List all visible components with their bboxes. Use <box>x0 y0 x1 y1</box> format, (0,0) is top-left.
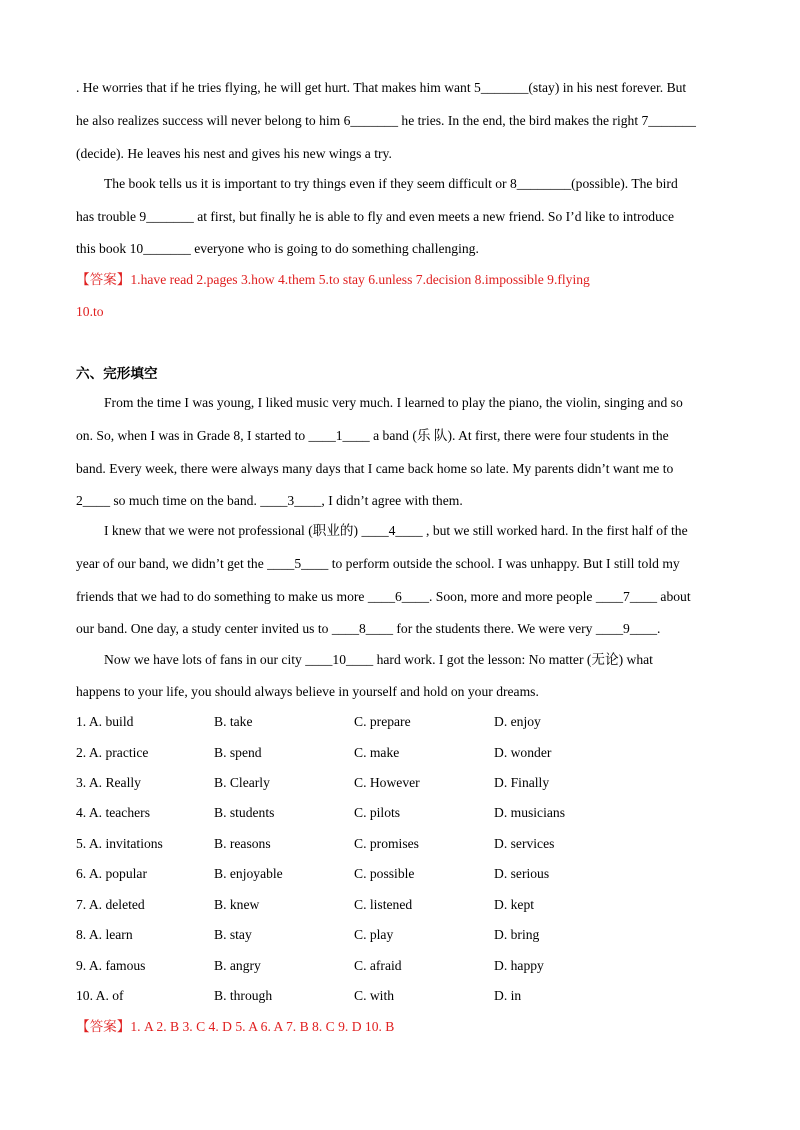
answer-key: 10.to <box>76 304 104 319</box>
option-c: C. make <box>354 745 400 760</box>
option-a: 3. A. Really <box>76 775 141 790</box>
passage-line: . He worries that if he tries flying, he will get hurt. That makes him want 5_______(stay) in his nest forever. But <box>76 80 687 95</box>
passage-line: Now we have lots of fans in our city ____10____ hard work. I got the lesson: No matter (无论) what <box>104 652 653 667</box>
passage-line: band. Every week, there were always many days that I came back home so late. My parents didn’t want me to <box>76 461 674 476</box>
option-b: B. take <box>214 714 253 729</box>
option-b: B. enjoyable <box>214 866 283 881</box>
option-c: C. listened <box>354 897 413 912</box>
option-b: B. stay <box>214 927 252 942</box>
passage-line: I knew that we were not professional (职业的) ____4____ , but we still worked hard. In the first half of the <box>104 523 688 538</box>
option-c: C. promises <box>354 836 419 851</box>
option-d: D. kept <box>494 897 535 912</box>
option-b: B. reasons <box>214 836 271 851</box>
option-c: C. possible <box>354 866 415 881</box>
option-b: B. angry <box>214 958 261 973</box>
passage-line: (decide). He leaves his nest and gives his new wings a try. <box>76 146 392 161</box>
passage-line: year of our band, we didn’t get the ____5____ to perform outside the school. I was unhappy. But I still told my <box>76 556 680 571</box>
option-c: C. with <box>354 988 395 1003</box>
option-a: 7. A. deleted <box>76 897 145 912</box>
answer-key: 【答案】1.have read 2.pages 3.how 4.them 5.to stay 6.unless 7.decision 8.impossible 9.flying <box>76 272 590 287</box>
option-c: C. pilots <box>354 805 401 820</box>
option-a: 5. A. invitations <box>76 836 163 851</box>
answer-key: 【答案】1. A 2. B 3. C 4. D 5. A 6. A 7. B 8. C 9. D 10. B <box>76 1019 395 1034</box>
option-c: C. afraid <box>354 958 402 973</box>
option-d: D. Finally <box>494 775 550 790</box>
option-d: D. wonder <box>494 745 552 760</box>
passage-line: From the time I was young, I liked music very much. I learned to play the piano, the violin, singing and so <box>104 395 683 410</box>
option-d: D. enjoy <box>494 714 541 729</box>
option-a: 1. A. build <box>76 714 134 729</box>
option-d: D. happy <box>494 958 544 973</box>
option-d: D. services <box>494 836 555 851</box>
passage-line: The book tells us it is important to try things even if they seem difficult or 8________(possible). The bird <box>104 176 678 191</box>
option-b: B. Clearly <box>214 775 270 790</box>
option-d: D. musicians <box>494 805 565 820</box>
section-title: 六、完形填空 <box>76 366 158 382</box>
option-b: B. students <box>214 805 275 820</box>
option-a: 6. A. popular <box>76 866 147 881</box>
option-a: 9. A. famous <box>76 958 146 973</box>
option-c: C. play <box>354 927 394 942</box>
passage-line: on. So, when I was in Grade 8, I started to ____1____ a band (乐 队). At first, there were four students in the <box>76 428 669 443</box>
option-a: 10. A. of <box>76 988 124 1003</box>
option-a: 8. A. learn <box>76 927 133 942</box>
option-c: C. prepare <box>354 714 411 729</box>
option-b: B. knew <box>214 897 260 912</box>
passage-line: our band. One day, a study center invited us to ____8____ for the students there. We were very ____9____. <box>76 621 661 636</box>
option-d: D. serious <box>494 866 550 881</box>
option-a: 4. A. teachers <box>76 805 150 820</box>
passage-line: this book 10_______ everyone who is going to do something challenging. <box>76 241 479 256</box>
option-b: B. spend <box>214 745 262 760</box>
passage-line: 2____ so much time on the band. ____3____, I didn’t agree with them. <box>76 493 463 508</box>
passage-line: friends that we had to do something to make us more ____6____. Soon, more and more people ____7____ about <box>76 589 691 604</box>
option-c: C. However <box>354 775 420 790</box>
option-d: D. bring <box>494 927 540 942</box>
passage-line: has trouble 9_______ at first, but finally he is able to fly and even meets a new friend. So I’d like to introduce <box>76 209 674 224</box>
passage-line: he also realizes success will never belong to him 6_______ he tries. In the end, the bird makes the right 7_______ <box>76 113 696 128</box>
option-d: D. in <box>494 988 522 1003</box>
option-a: 2. A. practice <box>76 745 149 760</box>
passage-line: happens to your life, you should always believe in yourself and hold on your dreams. <box>76 684 539 699</box>
option-b: B. through <box>214 988 273 1003</box>
